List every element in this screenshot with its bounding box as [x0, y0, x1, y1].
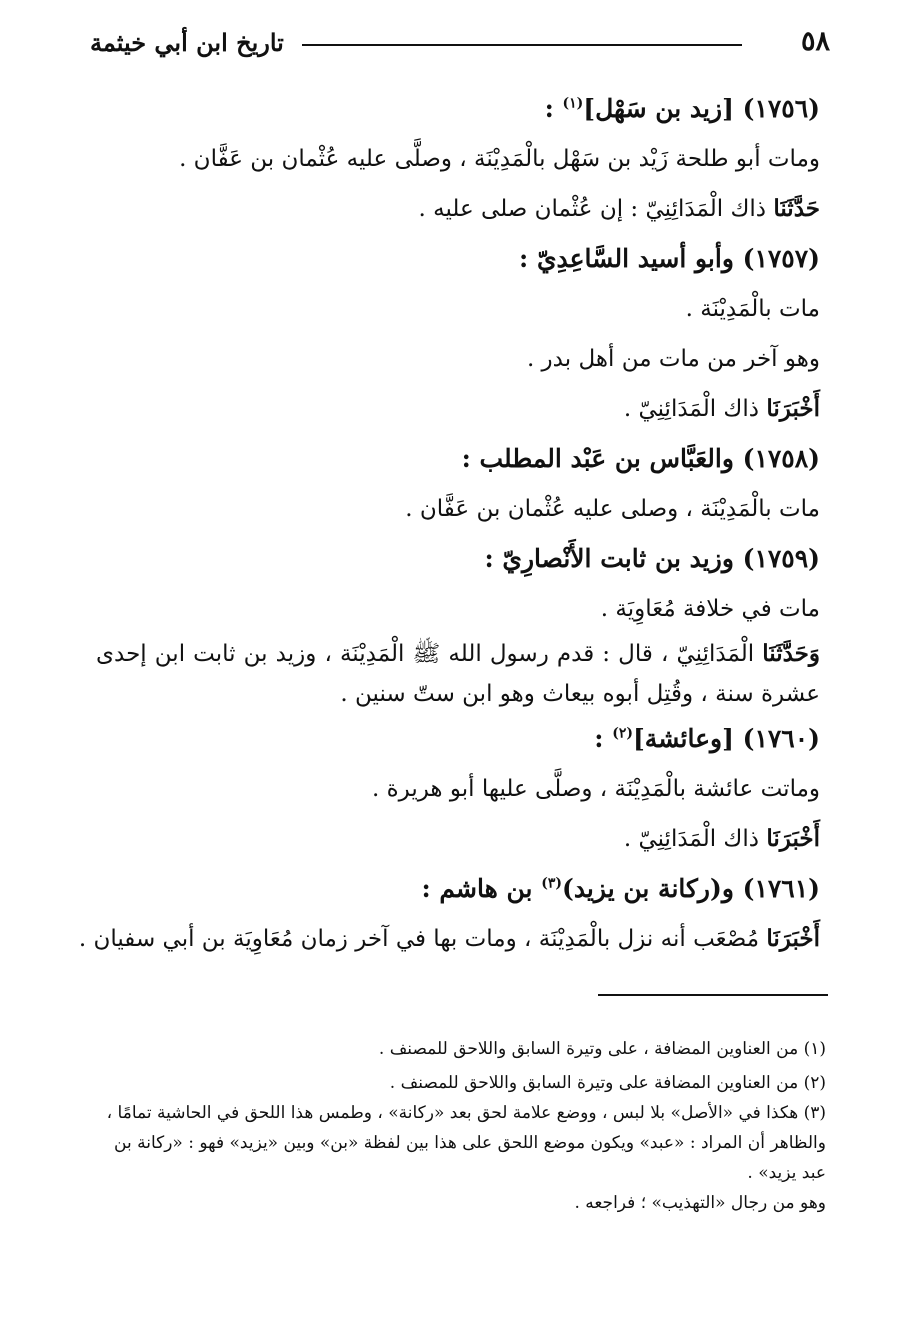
isnad-line: أَخْبَرَنَا ذاك الْمَدَائِنِيّ .	[623, 825, 820, 852]
entry-title: (١٧٦١) و(ركانة بن يزيد)$^{(٣)}$ بن هاشم :	[421, 874, 820, 903]
footnote-3-line: والظاهر أن المراد : «عبد» ويكون موضع اللحق على هذا بين لفظة «بن» وبين «يزيد» فهو : «ركانة بن	[114, 1133, 826, 1153]
footnote-3-line: وهو من رجال «التهذيب» ؛ فراجعه .	[574, 1193, 826, 1213]
text-line: مات بالْمَدِيْنَة .	[685, 296, 820, 322]
footnote-3-line: عبد يزيد» .	[747, 1163, 826, 1183]
text-line: مات في خلافة مُعَاوِيَة .	[600, 596, 820, 622]
footnote-2: (٢) من العناوين المضافة على وتيرة السابق واللاحق للمصنف .	[389, 1073, 826, 1093]
isnad-line: أَخْبَرَنَا مُصْعَب أنه نزل بالْمَدِيْنَة ، ومات بها في آخر زمان مُعَاوِيَة بن أبي سفيان .	[78, 925, 820, 952]
footnote-ref[interactable]: (١)	[562, 95, 584, 112]
entry-title: (١٧٦٠) [وعائشة]$^{(٢)}$ :	[594, 724, 820, 753]
footnote-ref[interactable]: (٣)	[541, 875, 562, 892]
transmission-term: حَدَّثَنَا	[773, 195, 820, 222]
text-line: ومات أبو طلحة زَيْد بن سَهْل بالْمَدِيْنَة ، وصلَّى عليه عُثْمان بن عَفَّان .	[179, 146, 820, 172]
isnad-line: وَحَدَّثَنَا الْمَدَائِنِيّ ، قال : قدم رسول الله ﷺ الْمَدِيْنَة ، وزيد بن ثابت ابن إحدى	[96, 640, 820, 667]
footnote-3-line: (٣) هكذا في «الأصل» بلا لبس ، ووضع علامة لحق بعد «ركانة» ، وطمس هذا اللحق في الحاشية تمامًا ،	[106, 1103, 826, 1123]
page-number: ٥٨	[800, 26, 830, 57]
isnad-line: حَدَّثَنَا ذاك الْمَدَائِنِيّ : إن عُثْمان صلى عليه .	[418, 195, 820, 222]
transmission-term: أَخْبَرَنَا	[766, 825, 820, 852]
running-title: تاريخ ابن أبي خيثمة	[90, 28, 284, 57]
text-line: مات بالْمَدِيْنَة ، وصلى عليه عُثْمان بن عَفَّان .	[405, 496, 820, 522]
isnad-line: أَخْبَرَنَا ذاك الْمَدَائِنِيّ .	[623, 395, 820, 422]
text-line: وماتت عائشة بالْمَدِيْنَة ، وصلَّى عليها أبو هريرة .	[371, 776, 820, 802]
footnote-rule	[598, 994, 828, 996]
transmission-term: وَحَدَّثَنَا	[762, 640, 820, 667]
text-line: وهو آخر من مات من أهل بدر .	[526, 346, 820, 372]
entry-title: (١٧٥٨) والعَبَّاس بن عَبْد المطلب :	[461, 444, 820, 473]
entry-title: (١٧٥٦) [زيد بن سَهْل]$^{(١)}$ :	[544, 94, 820, 123]
main-text	[78, 84, 820, 964]
entry-title: (١٧٥٧) وأبو أسيد السَّاعِدِيّ :	[519, 244, 820, 273]
text-line: عشرة سنة ، وقُتِل أبوه بيعاث وهو ابن ستّ سنين .	[340, 681, 820, 707]
transmission-term: أَخْبَرَنَا	[766, 395, 820, 422]
footnote-1: (١) من العناوين المضافة ، على وتيرة السابق واللاحق للمصنف .	[378, 1039, 826, 1059]
footnotes	[96, 1030, 826, 1218]
header-rule	[302, 44, 742, 46]
footnote-ref[interactable]: (٢)	[612, 725, 633, 742]
page-header	[90, 22, 830, 72]
entry-title: (١٧٥٩) وزيد بن ثابت الأَنْصارِيّ :	[484, 544, 820, 573]
transmission-term: أَخْبَرَنَا	[766, 925, 820, 952]
